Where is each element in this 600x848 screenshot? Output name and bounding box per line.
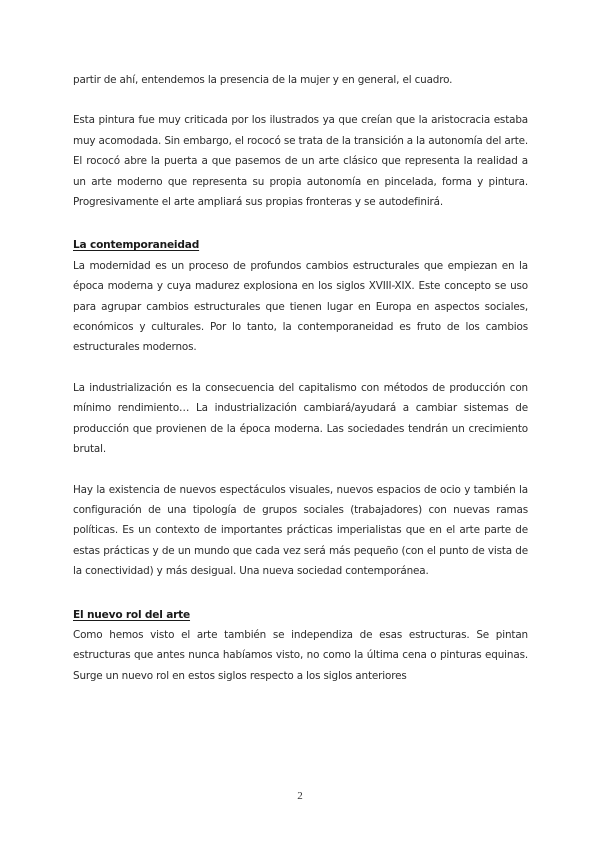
page-number: 2 [297,790,303,802]
paragraph-rococo: Esta pintura fue muy criticada por los ilustrados ya que creían que la aristocracia estaba muy acomodada. Sin embargo, el rococó se trata de la transición a la autonomía del arte. El rococó abre la puerta a que pasemos de un arte clásico que representa la realidad a un arte moderno que representa su propia autonomía en pincelada, forma y pintura. Progresivamente el arte ampliará sus propias fronteras y se autodefinirá. [73,114,529,209]
paragraph-espectaculos: Hay la existencia de nuevos espectáculos visuales, nuevos espacios de ocio y también la configuración de una tipología de grupos sociales (trabajadores) con nuevas ramas políticas. Es un contexto de importantes prácticas imperialistas que en el arte parte de estas prácticas y de un mundo que cada vez será más pequeño (con el punto de vista de la conectividad) y más desigual. Una nueva sociedad contemporánea. [73,483,528,578]
paragraph-modernidad: La modernidad es un proceso de profundos cambios estructurales que empiezan en la época moderna y cuya madurez explosiona en los siglos XVIII-XIX. Este concepto se uso para agrupar cambios estructurales que tienen lugar en Europa en aspectos sociales, económicos y culturales. Por lo tanto, la contemporaneidad es fruto de los cambios estructurales modernos. [73,259,528,354]
document-page [73,70,528,686]
heading-contemporaneidad: La contemporaneidad [73,239,200,252]
paragraph-industrializacion: La industrialización es la consecuencia del capitalismo con métodos de producción con mínimo rendimiento… La industrialización cambiará/ayudará a cambiar sistemas de producción que provienen de la época moderna. Las sociedades tendrán un crecimiento brutal. [73,381,528,456]
heading-nuevo-rol: El nuevo rol del arte [73,608,191,621]
paragraph-nuevo-rol: Como hemos visto el arte también se independiza de esas estructuras. Se pintan estructuras que antes nunca habíamos visto, no como la última cena o pinturas equinas. Surge un nuevo rol en estos siglos respecto a los siglos anteriores [73,628,528,682]
paragraph-intro-continuation: partir de ahí, entendemos la presencia de la mujer y en general, el cuadro. [73,74,453,86]
